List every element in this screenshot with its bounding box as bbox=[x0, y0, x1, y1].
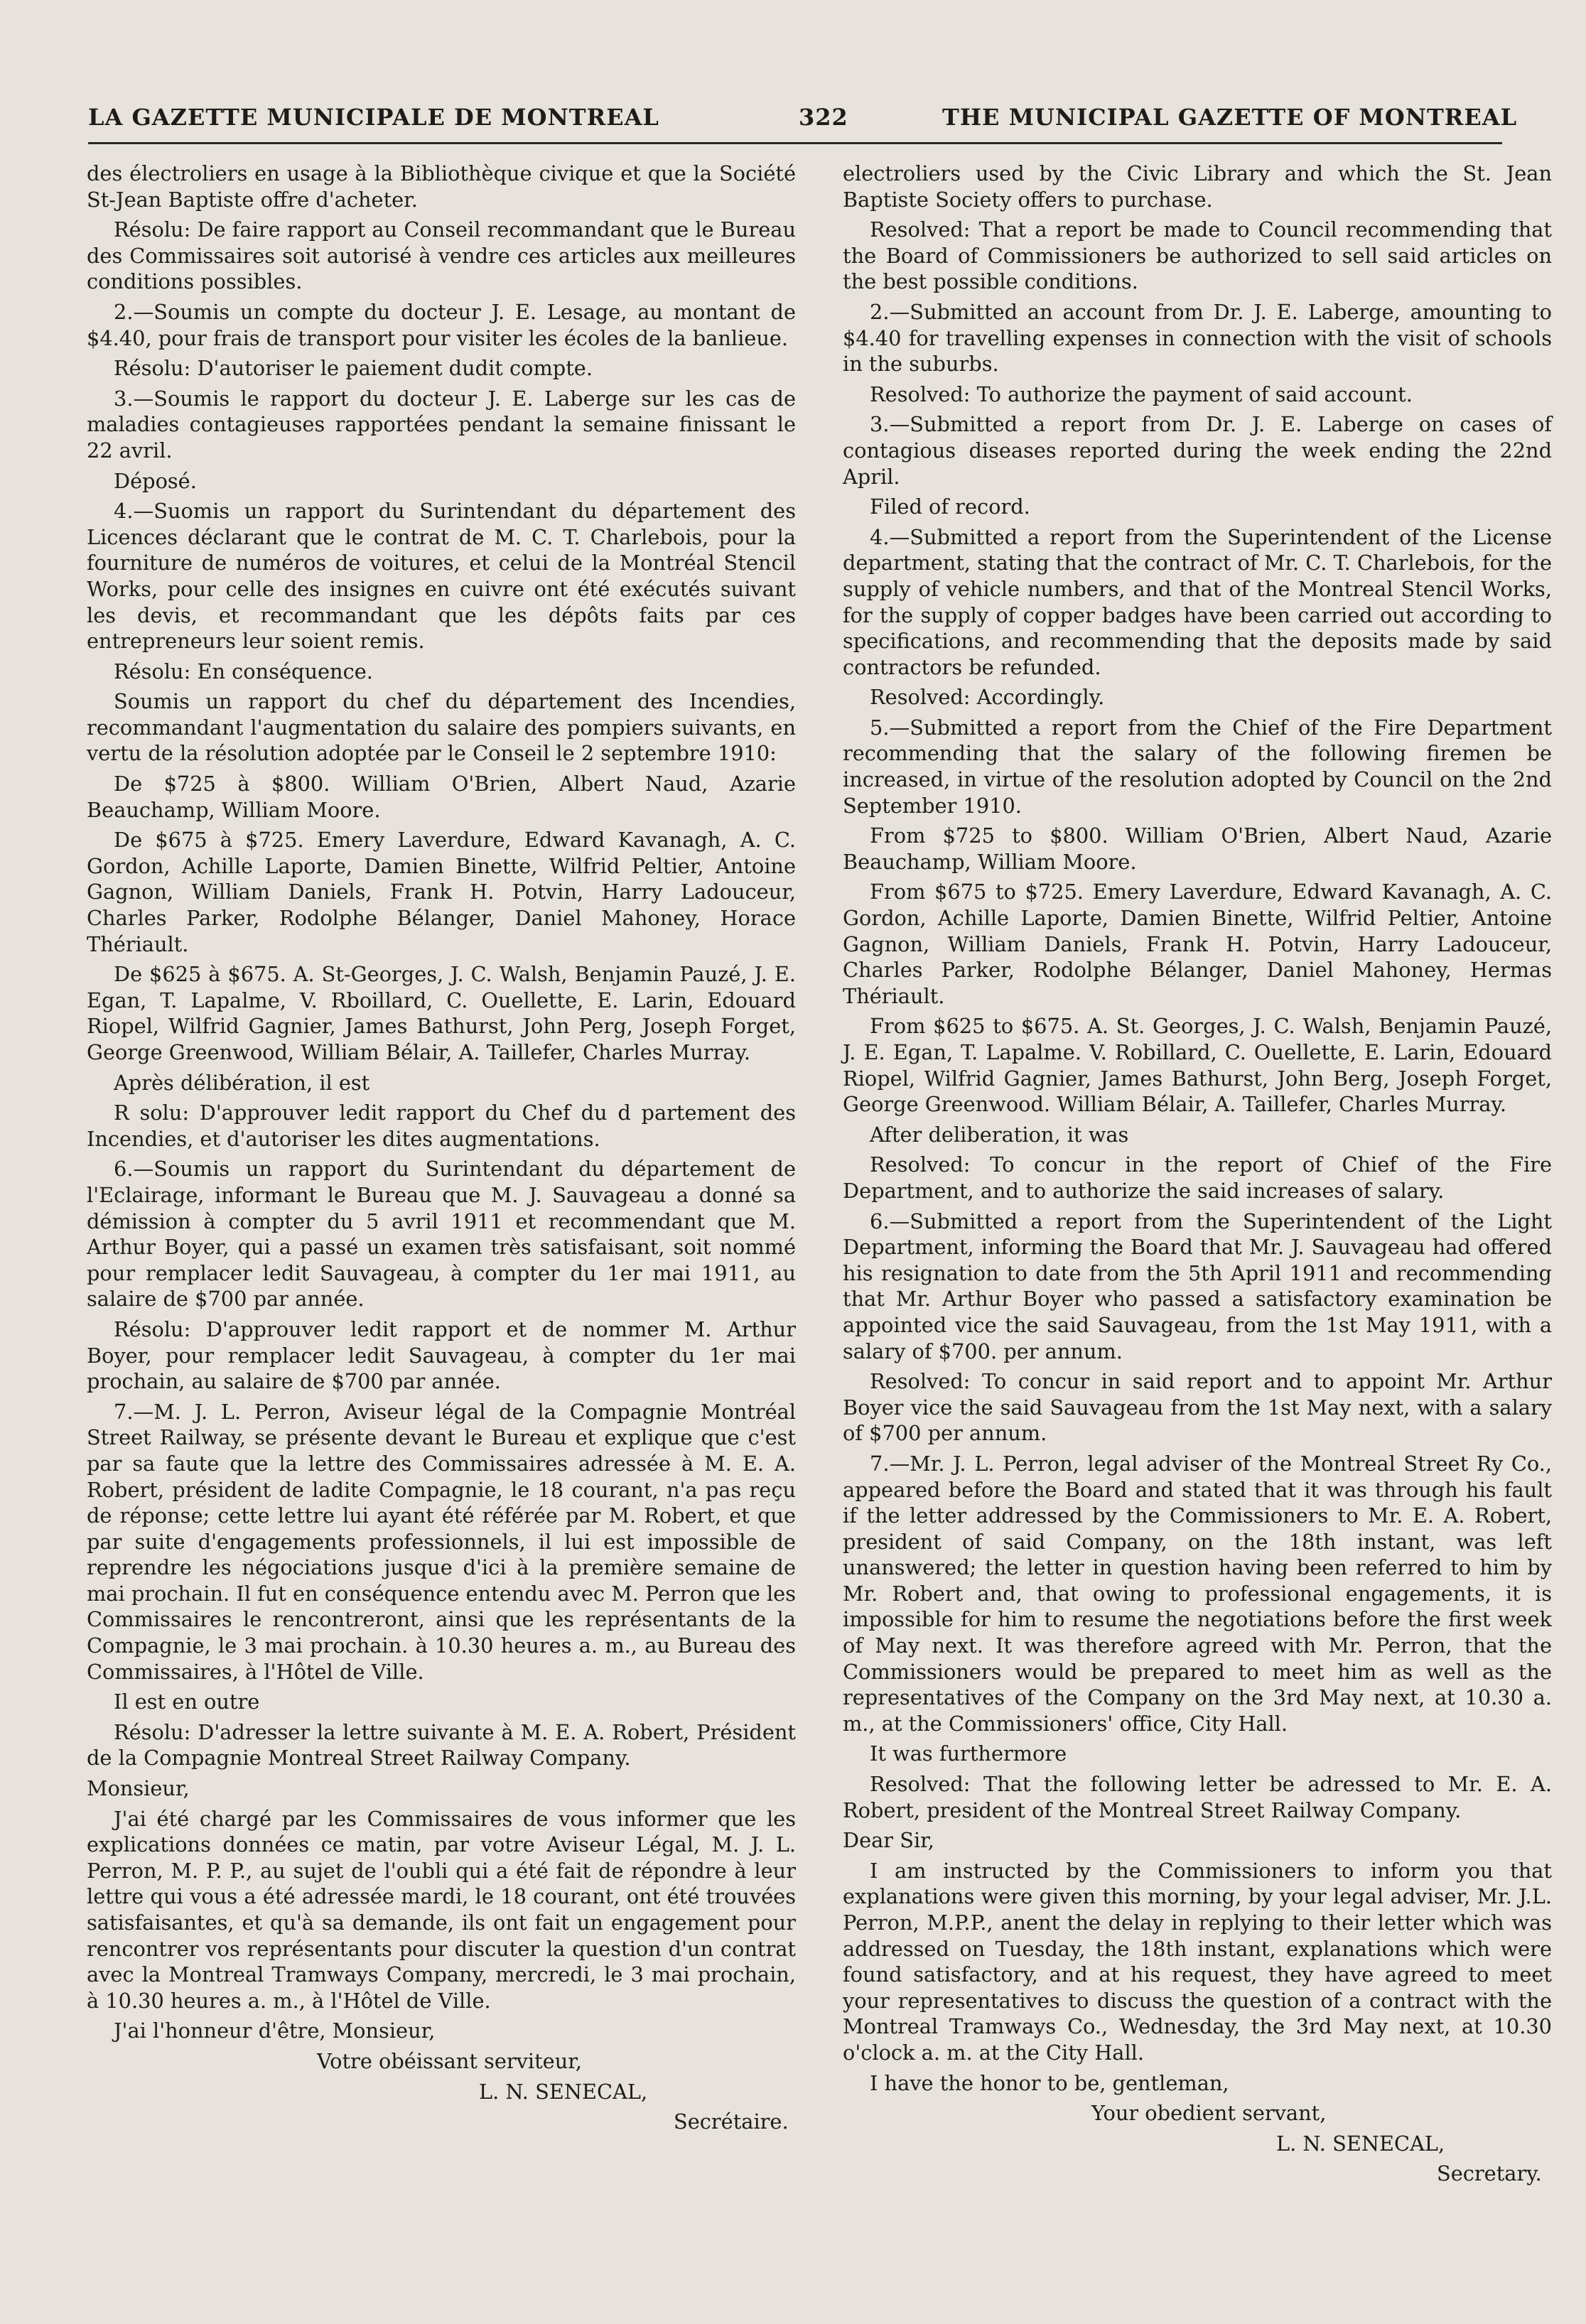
paragraph: De $675 à $725. Emery Laverdure, Edward Kavanagh, A. C. Gordon, Achille Laporte, Damien Binette, Wilfrid Peltier, Antoine Gagnon, William Daniels, Frank H. Potvin, Harry Ladouceur, Charles Parker, Rodolphe Bélanger, Daniel Mahoney, Horace Thériault. bbox=[87, 828, 796, 956]
paragraph: It was furthermore bbox=[870, 1741, 1067, 1766]
paragraph: 7.—M. J. L. Perron, Aviseur légal de la Compagnie Montréal Street Railway, se présente devant le Bureau et explique que c'est par sa faute que la lettre des Commissaires adressée à M. E. A. Robert, président de ladite Compagnie, le 18 courant, n'a pas reçu de réponse; cette lettre lui ayant été référée par M. Robert, et que par suite d'engagements professionnels, il lui est impossible de reprendre les négociations jusque d'ici à la première semaine de mai prochain. Il fut en conséquence entendu avec M. Perron que les Commissaires le rencontreront, ainsi que les représentants de la Compagnie, le 3 mai prochain. à 10.30 heures a. m., au Bureau des Commissaires, à l'Hôtel de Ville. bbox=[87, 1399, 796, 1684]
letter-body: I am instructed by the Commissioners to inform you that explanations were given this morning, by your legal adviser, Mr. J.L. Perron, M.P.P., anent the delay in replying to their letter which was addressed on Tuesday, the 18th instant, explanations which were found satisfactory, and at his request, they have agreed to meet your representatives to discuss the question of a contract with the Montreal Tramways Co., Wednesday, the 3rd May next, at 10.30 o'clock a. m. at the City Hall. bbox=[843, 1858, 1552, 2065]
letter-body: J'ai été chargé par les Commissaires de vous informer que les explications données ce matin, par votre Aviseur Légal, M. J. L. Perron, M. P. P., au sujet de l'oubli qui a été fait de répondre à leur lettre qui vous a été adressée mardi, le 18 courant, ont été trouvées satisfaisantes, et qu'à sa demande, ils ont fait un engagement pour rencontrer vos représentants pour discuter la question d'un contrat avec la Montreal Tramways Company, mercredi, le 3 mai prochain, à 10.30 heures a. m., à l'Hôtel de Ville. bbox=[87, 1806, 796, 2013]
paragraph: Resolved: To authorize the payment of said account. bbox=[870, 382, 1413, 406]
page-number: 322 bbox=[799, 104, 848, 131]
header-rule bbox=[88, 142, 1502, 144]
paragraph: Soumis un rapport du chef du département des Incendies, recommandant l'augmentation du salaire des pompiers suivants, en vertu de la résolution adoptée par le Conseil le 2 septembre 1910: bbox=[87, 689, 796, 766]
salutation: Dear Sir, bbox=[843, 1828, 934, 1853]
paragraph: Déposé. bbox=[114, 468, 197, 493]
paragraph: Resolved: That the following letter be adressed to Mr. E. A. Robert, president of the Montreal Street Railway Company. bbox=[843, 1772, 1552, 1822]
paragraph: 2.—Submitted an account from Dr. J. E. Laberge, amounting to $4.40 for travelling expenses in connection with the visit of schools in the suburbs. bbox=[843, 299, 1552, 377]
paragraph: 6.—Submitted a report from the Superintendent of the Light Department, informing the Board that Mr. J. Sauvageau had offered his resignation to date from the 5th April 1911 and recommending that Mr. Arthur Boyer who passed a satisfactory examination be appointed vice the said Sauvageau, from the 1st May 1911, with a salary of $700. per annum. bbox=[843, 1209, 1552, 1363]
paragraph: From $675 to $725. Emery Laverdure, Edward Kavanagh, A. C. Gordon, Achille Laporte, Damien Binette, Wilfrid Peltier, Antoine Gagnon, William Daniels, Frank H. Potvin, Harry Ladouceur, Charles Parker, Rodolphe Bélanger, Daniel Mahoney, Hermas Thériault. bbox=[843, 880, 1552, 1008]
paragraph: Résolu: D'approuver ledit rapport et de nommer M. Arthur Boyer, pour remplacer ledit Sauvageau, à compter du 1er mai prochain, au salaire de $700 par année. bbox=[87, 1317, 796, 1394]
paragraph: De $725 à $800. William O'Brien, Albert Naud, Azarie Beauchamp, William Moore. bbox=[87, 772, 796, 822]
paragraph: After deliberation, it was bbox=[870, 1122, 1129, 1147]
salutation: Monsieur, bbox=[87, 1776, 190, 1801]
signature-title: Secretary. bbox=[1437, 2161, 1542, 2186]
paragraph: Résolu: De faire rapport au Conseil recommandant que le Bureau des Commissaires soit autorisé à vendre ces articles aux meilleures conditions possibles. bbox=[87, 217, 796, 294]
paragraph: 2.—Soumis un compte du docteur J. E. Lesage, au montant de $4.40, pour frais de transport pour visiter les écoles de la banlieue. bbox=[87, 299, 796, 350]
paragraph: 3.—Soumis le rapport du docteur J. E. Laberge sur les cas de maladies contagieuses rapportées pendant la semaine finissant le 22 avril. bbox=[87, 386, 796, 463]
paragraph: From $625 to $675. A. St. Georges, J. C. Walsh, Benjamin Pauzé, J. E. Egan, T. Lapalme. V. Robillard, C. Ouellette, E. Larin, Edouard Riopel, Wilfrid Gagnier, James Bathurst, John Berg, Joseph Forget, George Greenwood. William Bélair, A. Taillefer, Charles Murray. bbox=[843, 1014, 1552, 1117]
paragraph: 7.—Mr. J. L. Perron, legal adviser of the Montreal Street Ry Co., appeared before the Board and stated that it was through his fault if the letter addressed by the Commissioners to Mr. E. A. Robert, president of said Company, on the 18th instant, was left unanswered; the letter in question having been referred to him by Mr. Robert and, that owing to professional engagements, it is impossible for him to resume the negotiations before the first week of May next. It was therefore agreed with Mr. Perron, that the Commissioners would be prepared to meet him as well as the representatives of the Company on the 3rd May next, at 10.30 a. m., at the Commissioners' office, City Hall. bbox=[843, 1451, 1552, 1736]
signature-closing: Votre obéissant serviteur, bbox=[317, 2048, 583, 2073]
paragraph: 5.—Submitted a report from the Chief of the Fire Department recommending that the salary of the following firemen be increased, in virtue of the resolution adopted by Council on the 2nd September 1910. bbox=[843, 715, 1552, 818]
french-column bbox=[87, 161, 796, 2139]
paragraph: Résolu: D'adresser la lettre suivante à M. E. A. Robert, Président de la Compagnie Montreal Street Railway Company. bbox=[87, 1719, 796, 1771]
paragraph: 3.—Submitted a report from Dr. J. E. Laberge on cases of contagious diseases reported during the week ending the 22nd April. bbox=[843, 412, 1552, 489]
paragraph: From $725 to $800. William O'Brien, Albert Naud, Azarie Beauchamp, William Moore. bbox=[843, 823, 1552, 874]
paragraph: Filed of record. bbox=[870, 494, 1030, 519]
english-column bbox=[843, 161, 1552, 2191]
letter-closing: J'ai l'honneur d'être, Monsieur, bbox=[114, 2018, 436, 2043]
paragraph: Il est en outre bbox=[114, 1690, 260, 1714]
letter-closing: I have the honor to be, gentleman, bbox=[870, 2070, 1229, 2095]
signature-title: Secrétaire. bbox=[674, 2109, 789, 2134]
paragraph: Résolu: En conséquence. bbox=[114, 659, 373, 683]
paragraph: 4.—Suomis un rapport du Surintendant du département des Licences déclarant que le contrat de M. C. T. Charlebois, pour la fourniture de numéros de voitures, et celui de la Montréal Stencil Works, pour celle des insignes en cuivre ont été exécutés suivant les devis, et recommandant que les dépôts faits par ces entrepreneurs leur soient remis. bbox=[87, 499, 796, 654]
paragraph: des électroliers en usage à la Bibliothèque civique et que la Société St-Jean Baptiste offre d'acheter. bbox=[87, 161, 796, 212]
paragraph: R solu: D'approuver ledit rapport du Chef du d partement des Incendies, et d'autoriser les dites augmentations. bbox=[87, 1101, 796, 1151]
paragraph: Après délibération, il est bbox=[114, 1070, 370, 1095]
header-right-title: THE MUNICIPAL GAZETTE OF MONTREAL bbox=[942, 104, 1518, 131]
paragraph: Resolved: To concur in said report and to appoint Mr. Arthur Boyer vice the said Sauvageau from the 1st May next, with a salary of $700 per annum. bbox=[843, 1369, 1552, 1446]
paragraph: Resolved: That a report be made to Council recommending that the Board of Commissioners be authorized to sell said articles on the best possible conditions. bbox=[843, 217, 1552, 294]
paragraph: Résolu: D'autoriser le paiement dudit compte. bbox=[114, 356, 593, 381]
paragraph: 6.—Soumis un rapport du Surintendant du département de l'Eclairage, informant le Bureau que M. J. Sauvageau a donné sa démission à compter du 5 avril 1911 et recommendant que M. Arthur Boyer, qui a passé un examen très satisfaisant, soit nommé pour remplacer ledit Sauvageau, à compter du 1er mai 1911, au salaire de $700 par année. bbox=[87, 1157, 796, 1312]
paragraph: 4.—Submitted a report from the Superintendent of the License department, stating that the contract of Mr. C. T. Charlebois, for the supply of vehicle numbers, and that of the Montreal Stencil Works, for the supply of copper badges have been carried out according to specifications, and recommending that the deposits made by said contractors be refunded. bbox=[843, 524, 1552, 679]
paragraph: Resolved: Accordingly. bbox=[870, 685, 1105, 710]
paragraph: De $625 à $675. A. St-Georges, J. C. Walsh, Benjamin Pauzé, J. E. Egan, T. Lapalme, V. Rboillard, C. Ouellette, E. Larin, Edouard Riopel, Wilfrid Gagnier, James Bathurst, John Perg, Joseph Forget, George Greenwood, William Bélair, A. Taillefer, Charles Murray. bbox=[87, 962, 796, 1064]
signature-name: L. N. SENECAL, bbox=[1276, 2131, 1445, 2156]
signature-name: L. N. SENECAL, bbox=[479, 2079, 648, 2104]
paragraph: Resolved: To concur in the report of Chief of the Fire Department, and to authorize the said increases of salary. bbox=[843, 1152, 1552, 1203]
paragraph: electroliers used by the Civic Library and which the St. Jean Baptiste Society offers to purchase. bbox=[843, 161, 1552, 212]
header-left-title: LA GAZETTE MUNICIPALE DE MONTREAL bbox=[88, 104, 659, 131]
signature-closing: Your obedient servant, bbox=[1091, 2101, 1327, 2126]
